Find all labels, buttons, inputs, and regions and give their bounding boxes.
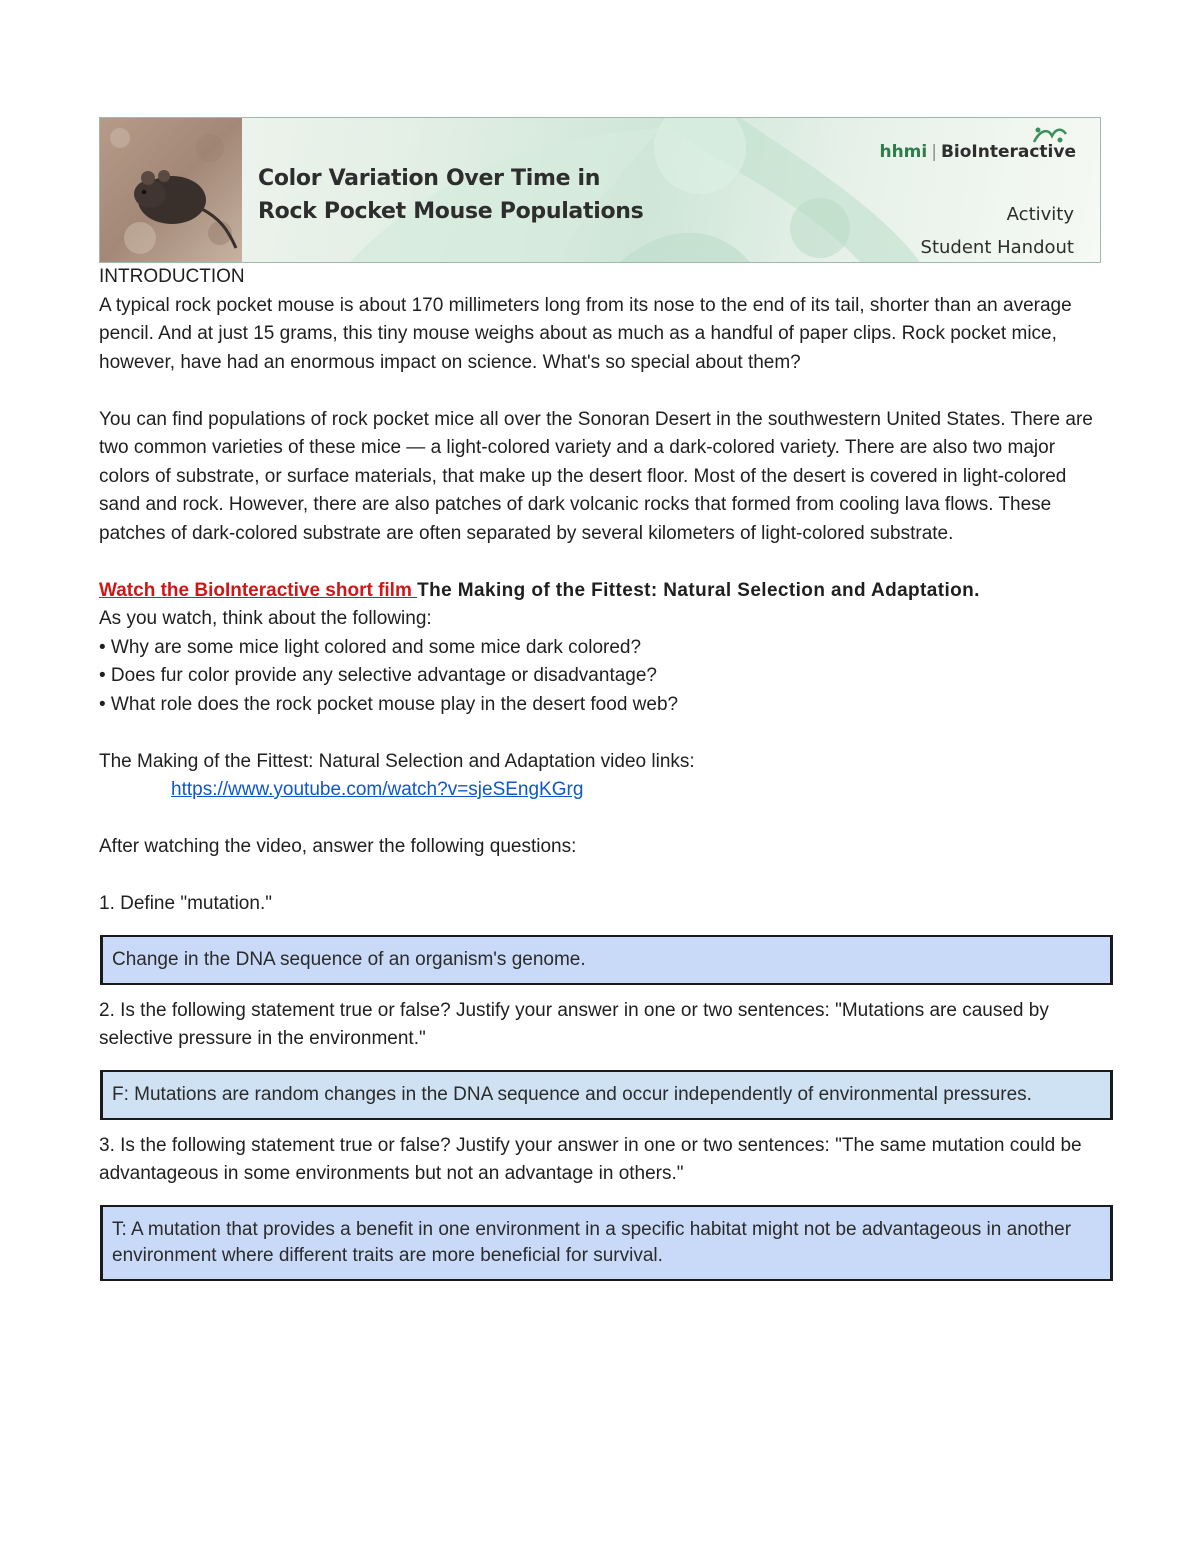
video-url-line [99, 776, 1099, 805]
question-3: 3. Is the following statement true or false? Justify your answer in one or two sentences: "The same mutation could be advantageous in some environments but not an advantage in others." [99, 1134, 1082, 1184]
film-title: The Making of the Fittest: Natural Selection and Adaptation. [417, 579, 980, 601]
film-prompt: As you watch, think about the following: [99, 608, 432, 629]
header-banner [99, 117, 1101, 263]
film-bullet-1: • Why are some mice light colored and some mice dark colored? [99, 636, 642, 658]
banner-title [258, 162, 643, 228]
banner-title-line2: Rock Pocket Mouse Populations [258, 199, 644, 224]
brand-hhmi: hhmi [879, 142, 928, 162]
intro-heading: INTRODUCTION [99, 266, 245, 287]
brand-logo: hhmi | BioInteractive [879, 142, 1076, 162]
brand-name: BioInteractive [940, 142, 1076, 162]
doc-type-line2: Student Handout [920, 237, 1074, 258]
question-2: 2. Is the following statement true or false? Justify your answer in one or two sentences: "Mutations are caused by selective pressure in the environment." [99, 999, 1049, 1049]
answer-box-2[interactable]: F: Mutations are random changes in the DNA sequence and occur independently of environmental pressures. [100, 1070, 1113, 1120]
watch-film-link[interactable]: Watch the BioInteractive short film [99, 579, 418, 601]
document-page [99, 117, 1103, 1281]
question-1: 1. Define "mutation." [99, 893, 272, 914]
intro-paragraph-2: You can find populations of rock pocket mice all over the Sonoran Desert in the southwestern United States. There are two common varieties of these mice — a light-colored variety and a dark-colored variety. There are also two major colors of substrate, or surface materials, that make up the desert floor. Most of the desert is covered in light-colored sand and rock. However, there are also patches of dark volcanic rocks that formed from cooling lava flows. These patches of dark-colored substrate are often separated by several kilometers of light-colored substrate. [99, 408, 1093, 544]
document-body [99, 263, 1099, 1281]
mouse-photo [100, 118, 242, 262]
film-bullet-3: • What role does the rock pocket mouse play in the desert food web? [99, 693, 679, 715]
answer-box-1[interactable]: Change in the DNA sequence of an organism's genome. [100, 935, 1113, 985]
doc-type-line1: Activity [1006, 204, 1074, 225]
video-url-link[interactable]: https://www.youtube.com/watch?v=sjeSEngKGrg [171, 779, 584, 800]
film-bullet-2: • Does fur color provide any selective advantage or disadvantage? [99, 665, 657, 686]
banner-title-line1: Color Variation Over Time in [258, 166, 601, 191]
document-type [921, 198, 1074, 263]
intro-paragraph-1: A typical rock pocket mouse is about 170 millimeters long from its nose to the end of its tail, shorter than an average pencil. And at just 15 grams, this tiny mouse weighs about as much as a handful of paper clips. Rock pocket mice, however, have had an enormous impact on science. What's so special about them? [99, 294, 1072, 373]
film-line [99, 577, 1099, 606]
answer-box-3[interactable]: T: A mutation that provides a benefit in one environment in a specific habitat might not be advantageous in another environment where different traits are more beneficial for survival. [100, 1205, 1113, 1281]
instructions: After watching the video, answer the following questions: [99, 836, 577, 857]
video-links-label: The Making of the Fittest: Natural Selection and Adaptation video links: [99, 750, 695, 772]
